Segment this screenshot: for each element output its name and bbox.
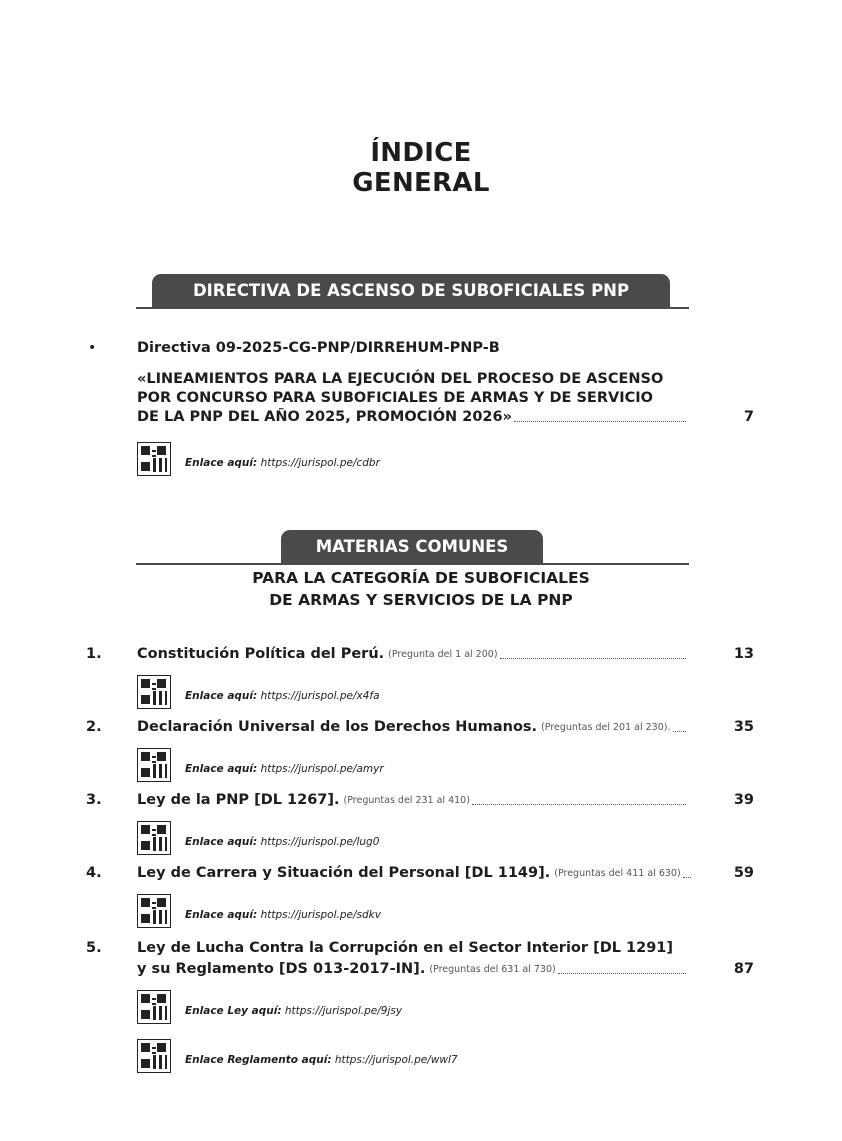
entry-title-line-1: Ley de Lucha Contra la Corrupción en el Sector Interior [DL 1291] (137, 940, 674, 956)
page-number: 59 (733, 865, 754, 881)
entry-number: 1. (86, 646, 102, 662)
link-text[interactable] (185, 1054, 458, 1066)
link-text[interactable] (185, 1005, 402, 1017)
link-url[interactable]: https://jurispol.pe/amyr (260, 763, 384, 775)
page-number: 87 (733, 961, 754, 977)
entry-title-line-2: y su Reglamento [DS 013-2017-IN]. (137, 961, 426, 977)
entry-note: (Preguntas del 411 al 630) (554, 868, 681, 879)
qr-code-icon (137, 894, 171, 928)
qr-code-icon (137, 675, 171, 709)
link-url[interactable]: https://jurispol.pe/sdkv (260, 909, 381, 921)
section-tab-materias: MATERIAS COMUNES (281, 530, 543, 563)
link-label: Enlace Ley aquí: (185, 1005, 282, 1017)
entry-number: 4. (86, 865, 102, 881)
entry-line (137, 717, 687, 738)
dot-leader (472, 804, 686, 805)
link-label: Enlace aquí: (185, 909, 258, 921)
qr-code-icon (137, 821, 171, 855)
entry-note: (Preguntas del 231 al 410) (343, 795, 470, 806)
entry-line (137, 959, 687, 980)
entry-note: (Preguntas del 201 al 230). (541, 722, 671, 733)
entry-note: (Pregunta del 1 al 200) (388, 649, 498, 660)
entry-title: Ley de la PNP [DL 1267]. (137, 792, 340, 808)
dot-leader (514, 421, 686, 422)
link-label: Enlace Reglamento aquí: (185, 1054, 332, 1066)
section-subtitle-2: DE ARMAS Y SERVICIOS DE LA PNP (269, 591, 573, 609)
section-directiva-header (136, 274, 689, 310)
directiva-line-1: «LINEAMIENTOS PARA LA EJECUCIÓN DEL PROCESO DE ASCENSO (137, 371, 664, 387)
link-url[interactable]: https://jurispol.pe/x4fa (260, 690, 380, 702)
title-line-2: GENERAL (352, 168, 490, 198)
qr-code-icon (137, 442, 171, 476)
link-text[interactable] (185, 690, 380, 702)
link-label: Enlace aquí: (185, 836, 258, 848)
qr-code-icon (137, 748, 171, 782)
directiva-code: Directiva 09-2025-CG-PNP/DIRREHUM-PNP-B (137, 340, 500, 356)
entry-note: (Preguntas del 631 al 730) (429, 964, 556, 975)
section-divider (136, 307, 689, 309)
dot-leader (683, 877, 691, 878)
link-text[interactable] (185, 763, 384, 775)
section-tab-directiva: DIRECTIVA DE ASCENSO DE SUBOFICIALES PNP (152, 274, 670, 307)
dot-leader (500, 658, 686, 659)
link-url[interactable]: https://jurispol.pe/lug0 (260, 836, 380, 848)
title-line-1: ÍNDICE (370, 138, 472, 168)
page-title (0, 138, 842, 198)
section-subtitle-1: PARA LA CATEGORÍA DE SUBOFICIALES (252, 569, 590, 587)
entry-line (137, 644, 687, 665)
page-number: 35 (733, 719, 754, 735)
entry-number: 2. (86, 719, 102, 735)
entry-title: Declaración Universal de los Derechos Humanos. (137, 719, 538, 735)
entry-title: Constitución Política del Perú. (137, 646, 385, 662)
dot-leader (673, 731, 687, 732)
section-divider (136, 563, 689, 565)
qr-code-icon (137, 1039, 171, 1073)
link-text[interactable] (185, 836, 379, 848)
link-text[interactable] (185, 457, 380, 469)
link-label: Enlace aquí: (185, 690, 258, 702)
entry-line (137, 790, 687, 811)
dot-leader (558, 973, 686, 974)
directiva-last-line (137, 407, 687, 428)
qr-code-icon (137, 990, 171, 1024)
link-label: Enlace aquí: (185, 457, 258, 469)
page-number: 39 (733, 792, 754, 808)
page-number: 13 (733, 646, 754, 662)
link-url[interactable]: https://jurispol.pe/9jsy (284, 1005, 403, 1017)
link-url[interactable]: https://jurispol.pe/wwl7 (334, 1054, 458, 1066)
link-url[interactable]: https://jurispol.pe/cdbr (260, 457, 380, 469)
directiva-line-2: POR CONCURSO PARA SUBOFICIALES DE ARMAS Y DE SERVICIO (137, 390, 653, 406)
entry-number: 5. (86, 940, 102, 956)
entry-title: Ley de Carrera y Situación del Personal [DL 1149]. (137, 865, 551, 881)
link-label: Enlace aquí: (185, 763, 258, 775)
bullet: • (88, 340, 97, 356)
section-materias-header (136, 530, 689, 566)
entry-number: 3. (86, 792, 102, 808)
entry-line (137, 863, 687, 884)
directiva-line-3: DE LA PNP DEL AÑO 2025, PROMOCIÓN 2026» (137, 409, 512, 425)
link-text[interactable] (185, 909, 381, 921)
page-number: 7 (743, 409, 754, 425)
